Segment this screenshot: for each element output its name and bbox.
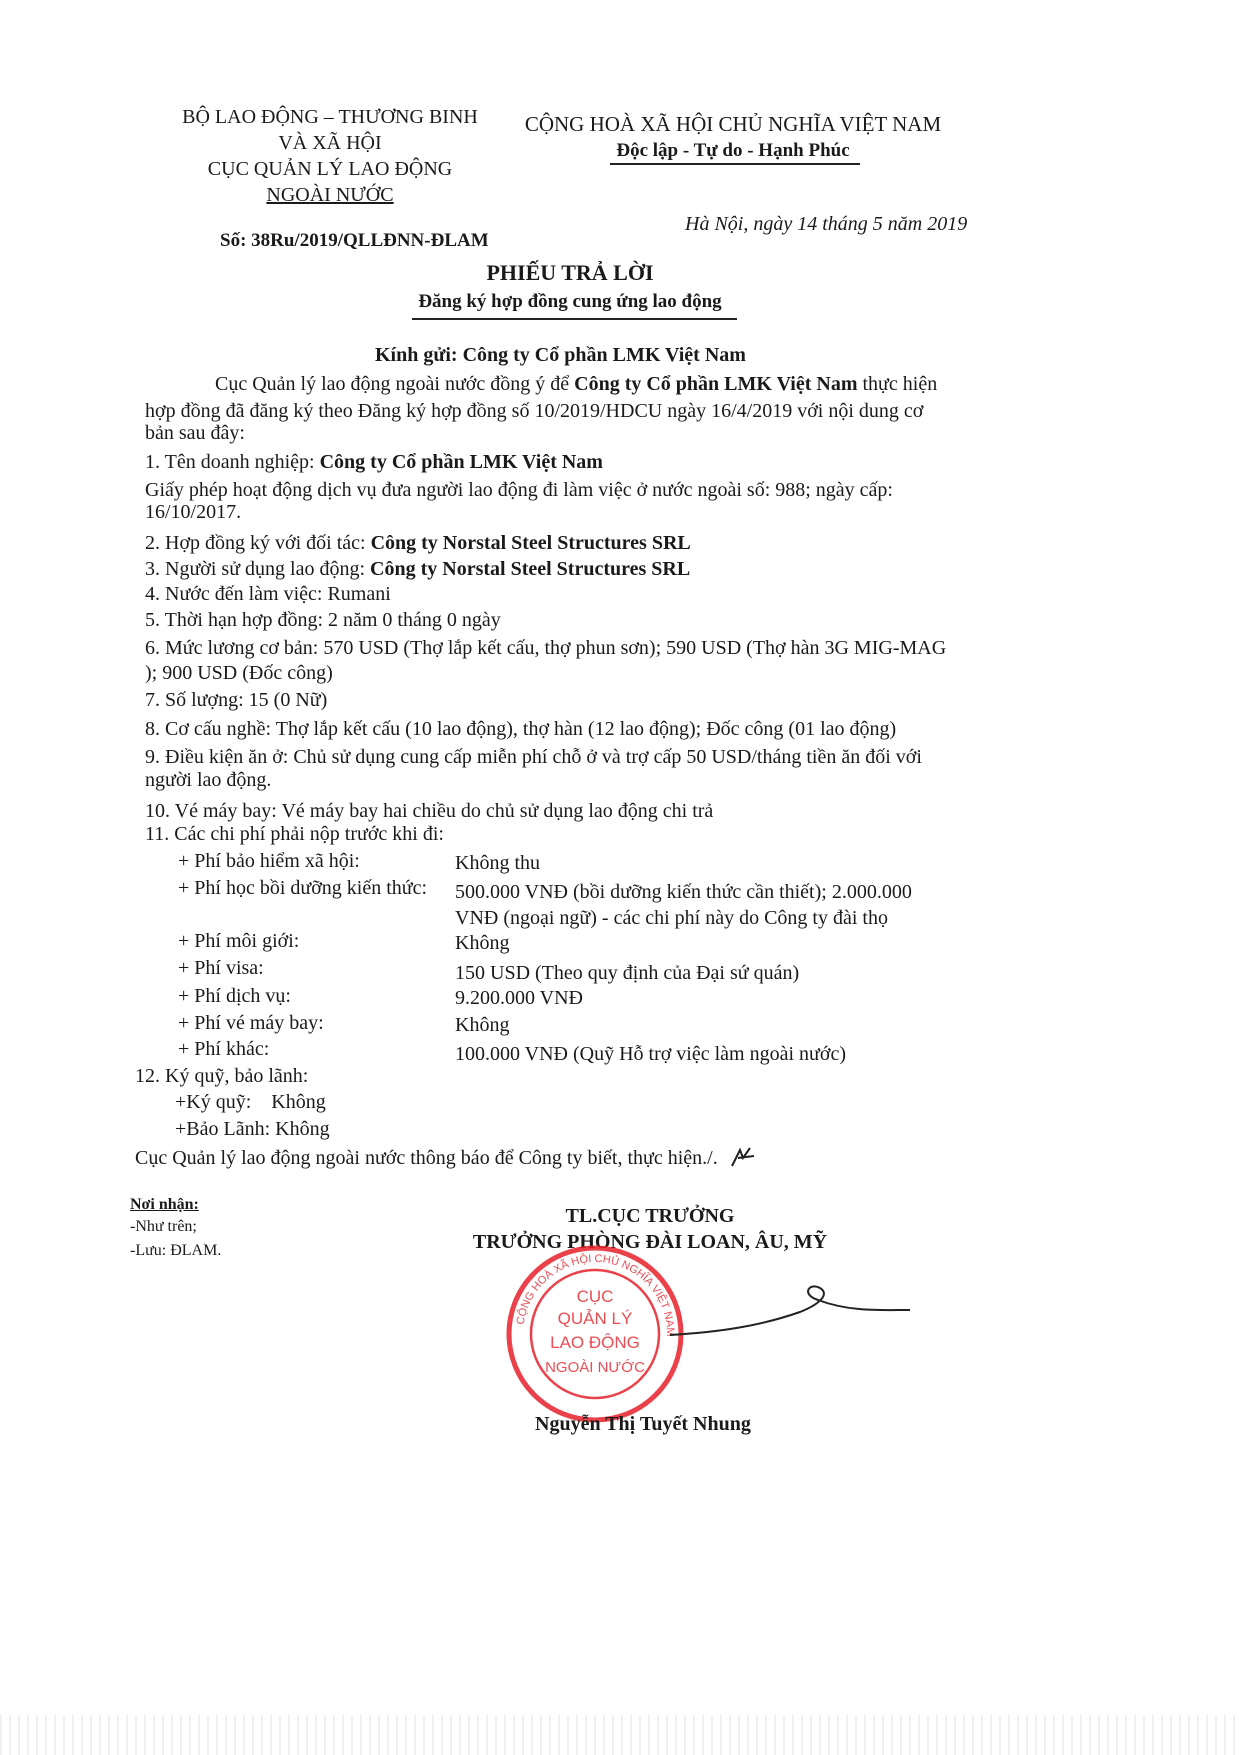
title-underline <box>412 318 737 320</box>
stamp-ring-text: CỘNG HOÀ XÃ HỘI CHỦ NGHĨA VIỆT NAM <box>514 1252 677 1337</box>
intro-line-2: hợp đồng đã đăng ký theo Đăng ký hợp đồng số 10/2019/HDCU ngày 16/4/2019 với nội dung cơ <box>145 400 924 422</box>
national-motto: Độc lập - Tự do - Hạnh Phúc <box>616 140 850 161</box>
item-5: 5. Thời hạn hợp đồng: 2 năm 0 tháng 0 ngày <box>145 609 501 631</box>
agency-ministry-2: VÀ XÃ HỘI <box>278 132 382 154</box>
motto-underline <box>610 163 860 165</box>
intro-line-3: bản sau đây: <box>145 422 245 444</box>
item-10: 10. Vé máy bay: Vé máy bay hai chiều do chủ sử dụng lao động chi trả <box>145 800 714 822</box>
license-line-2: 16/10/2017. <box>145 501 242 523</box>
closing-mark <box>728 1144 758 1170</box>
fee-label: + Phí bảo hiểm xã hội: <box>178 850 360 872</box>
recipients-heading: Nơi nhận: <box>130 1196 199 1213</box>
fee-value: Không <box>455 1014 510 1036</box>
item-2 <box>145 531 691 555</box>
fee-label: + Phí khác: <box>178 1038 270 1060</box>
fee-label: + Phí vé máy bay: <box>178 1012 324 1034</box>
item-1-label: 1. Tên doanh nghiệp: <box>145 451 320 473</box>
item-4: 4. Nước đến làm việc: Rumani <box>145 583 391 605</box>
fee-value-cont: VNĐ (ngoại ngữ) - các chi phí này do Công ty đài thọ <box>455 907 888 929</box>
document-title: PHIẾU TRẢ LỜI <box>486 260 654 285</box>
stamp-line-2: QUẢN LÝ <box>557 1309 633 1328</box>
stamp-line-3: LAO ĐỘNG <box>550 1333 640 1352</box>
item-1-value: Công ty Cổ phần LMK Việt Nam <box>319 451 603 473</box>
fee-label: + Phí dịch vụ: <box>178 985 291 1007</box>
intro-text: Cục Quản lý lao động ngoài nước đồng ý để <box>215 373 575 395</box>
signature-title: TL.CỤC TRƯỞNG <box>565 1205 735 1227</box>
fee-label: + Phí học bồi dưỡng kiến thức: <box>178 877 428 899</box>
intro-line-1 <box>215 372 937 396</box>
item-6-line-2: ); 900 USD (Đốc công) <box>145 662 333 684</box>
fee-value: 500.000 VNĐ (bồi dưỡng kiến thức cần thiết); 2.000.000 <box>455 881 912 903</box>
fee-value: 100.000 VNĐ (Quỹ Hỗ trợ việc làm ngoài nước) <box>455 1043 846 1065</box>
item-1 <box>145 450 603 474</box>
agency-department-2: NGOÀI NƯỚC <box>266 184 394 206</box>
item-9-line-1: 9. Điều kiện ăn ở: Chủ sử dụng cung cấp miễn phí chỗ ở và trợ cấp 50 USD/tháng tiền ăn đối với <box>145 746 922 768</box>
item-3-value: Công ty Norstal Steel Structures SRL <box>370 558 691 580</box>
deposit-kyquy: +Ký quỹ: Không <box>175 1091 326 1113</box>
stamp-line-1: CỤC <box>576 1287 614 1306</box>
deposit-heading: 12. Ký quỹ, bảo lãnh: <box>135 1065 309 1087</box>
agency-department: CỤC QUẢN LÝ LAO ĐỘNG <box>207 158 453 180</box>
deposit-baolanh: +Bảo Lãnh: Không <box>175 1118 330 1140</box>
document-subtitle: Đăng ký hợp đồng cung ứng lao động <box>418 291 722 312</box>
document-number: Số: 38Ru/2019/QLLĐNN-ĐLAM <box>220 230 489 251</box>
signature-position: TRƯỞNG PHÒNG ĐÀI LOAN, ÂU, MỸ <box>472 1231 828 1253</box>
national-title: CỘNG HOÀ XÃ HỘI CHỦ NGHĨA VIỆT NAM <box>524 112 942 136</box>
item-3 <box>145 557 690 581</box>
item-9-line-2: người lao động. <box>145 769 272 791</box>
closing-statement: Cục Quản lý lao động ngoài nước thông báo để Công ty biết, thực hiện./. <box>135 1147 718 1169</box>
signature-scribble <box>660 1280 920 1350</box>
fee-value: Không thu <box>455 852 540 874</box>
license-line-1: Giấy phép hoạt động dịch vụ đưa người lao động đi làm việc ở nước ngoài số: 988; ngày cấp: <box>145 479 893 501</box>
item-8: 8. Cơ cấu nghề: Thợ lắp kết cấu (10 lao động), thợ hàn (12 lao động); Đốc công (01 lao động) <box>145 718 897 740</box>
fee-value: 150 USD (Theo quy định của Đại sứ quán) <box>455 962 800 984</box>
item-2-label: 2. Hợp đồng ký với đối tác: <box>145 532 371 554</box>
fee-label: + Phí visa: <box>178 957 264 979</box>
recipient-item: -Lưu: ĐLAM. <box>130 1242 222 1259</box>
intro-company: Công ty Cổ phần LMK Việt Nam <box>574 373 858 395</box>
item-7: 7. Số lượng: 15 (0 Nữ) <box>145 689 328 711</box>
fee-label: + Phí môi giới: <box>178 930 300 952</box>
scan-noise <box>0 1715 1241 1755</box>
item-3-label: 3. Người sử dụng lao động: <box>145 558 371 580</box>
recipient-item: -Như trên; <box>130 1218 197 1235</box>
intro-text-end: thực hiện <box>857 373 938 395</box>
item-2-value: Công ty Norstal Steel Structures SRL <box>370 532 691 554</box>
item-6-line-1: 6. Mức lương cơ bản: 570 USD (Thợ lắp kết cấu, thợ phun sơn); 590 USD (Thợ hàn 3G MIG-MAG <box>145 637 947 659</box>
stamp-line-4: NGOÀI NƯỚC <box>545 1359 645 1376</box>
signer-name: Nguyễn Thị Tuyết Nhung <box>535 1413 751 1435</box>
document-date: Hà Nội, ngày 14 tháng 5 năm 2019 <box>685 213 968 235</box>
addressee: Kính gửi: Công ty Cổ phần LMK Việt Nam <box>375 344 746 366</box>
fee-value: Không <box>455 932 510 954</box>
item-11: 11. Các chi phí phải nộp trước khi đi: <box>145 823 444 845</box>
fee-value: 9.200.000 VNĐ <box>455 987 583 1009</box>
agency-ministry: BỘ LAO ĐỘNG – THƯƠNG BINH <box>182 106 478 128</box>
